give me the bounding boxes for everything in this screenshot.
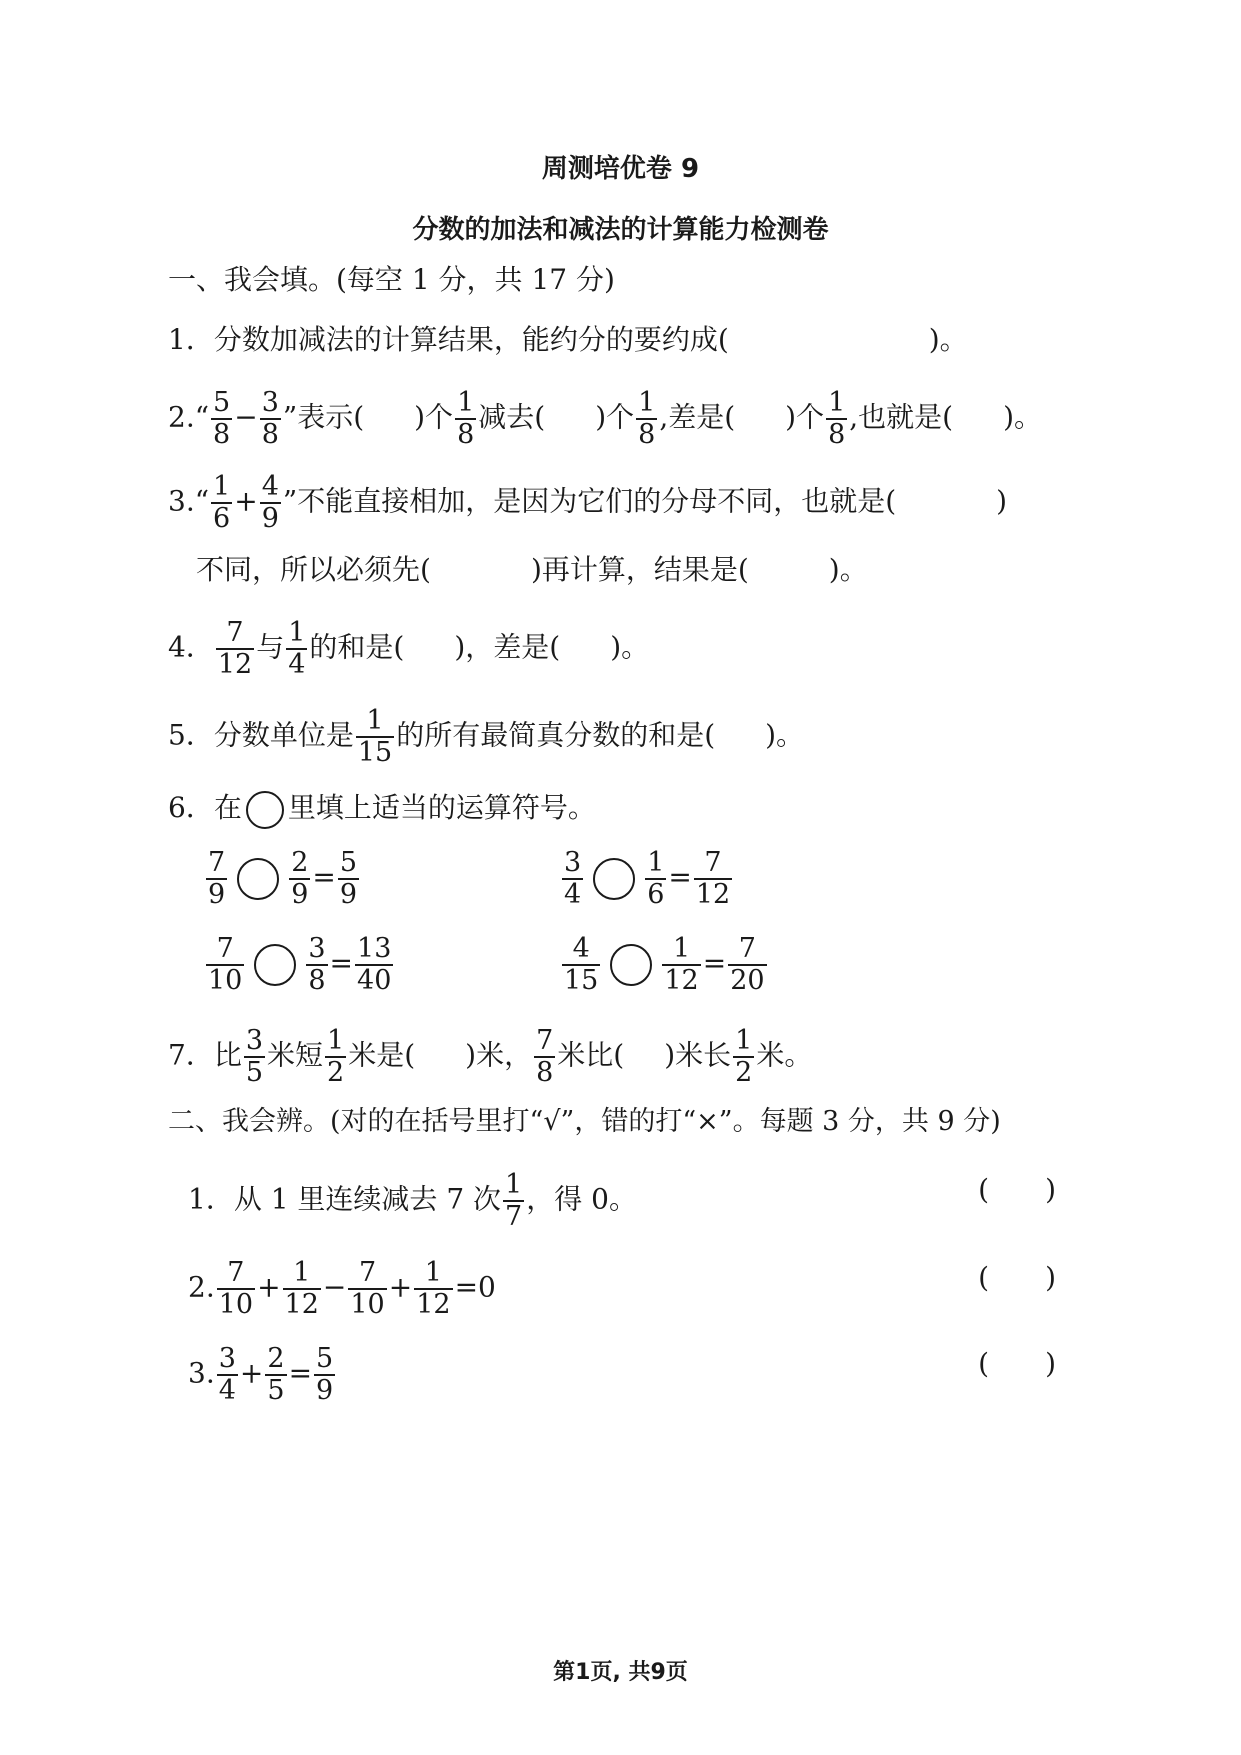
question-3 (168, 472, 1007, 534)
fraction: $\frac{4}{9}$ (261, 471, 279, 534)
q7-text: 米。 (756, 1038, 813, 1072)
plus-sign: + (234, 484, 258, 518)
fraction: $\frac{1}{6}$ (213, 471, 231, 534)
fraction: $\frac{13}{40}$ (357, 933, 392, 996)
question-5 (168, 706, 804, 768)
q1-text: 1．分数加减法的计算结果，能约分的要约成( (168, 323, 729, 356)
fraction: $\frac{7}{10}$ (218, 1257, 254, 1320)
q7-text: 米是( (348, 1038, 416, 1072)
section1-heading: 一、我会填。(每空 1 分，共 17 分) (168, 263, 615, 296)
question-6 (168, 788, 596, 829)
equals-sign: = (312, 860, 336, 894)
q6-equation-1 (204, 848, 361, 910)
q7-text: )米， (465, 1038, 533, 1072)
fraction: $\frac{5}{9}$ (339, 847, 358, 910)
fraction: $\frac{3}{4}$ (564, 847, 582, 910)
equals-sign: = (702, 946, 727, 980)
question-3-line2 (196, 550, 868, 590)
q2-text: ”表示( (282, 400, 365, 434)
fraction: $\frac{5}{8}$ (213, 387, 231, 450)
fraction: $\frac{3}{4}$ (218, 1343, 236, 1406)
question-2 (168, 388, 1042, 450)
q4-text: )，差是( (454, 630, 561, 664)
fraction: $\frac{4}{15}$ (564, 933, 599, 996)
q4-text: 的和是( (309, 630, 405, 664)
q6-equation-3 (204, 934, 395, 996)
judge-1 (188, 1170, 1056, 1232)
q6-equation-4 (560, 934, 769, 996)
q6-text: 里填上适当的运算符号。 (287, 791, 596, 824)
fraction: $\frac{3}{8}$ (308, 933, 326, 996)
fraction: $\frac{1}{15}$ (357, 705, 393, 768)
fraction: $\frac{3}{8}$ (261, 387, 279, 450)
plus-sign: + (239, 1356, 264, 1390)
j3-prefix: 3. (188, 1356, 215, 1390)
fraction: $\frac{7}{10}$ (350, 1257, 385, 1320)
fraction: $\frac{1}{2}$ (735, 1025, 753, 1088)
j2-prefix: 2. (188, 1270, 215, 1304)
fraction: $\frac{7}{10}$ (208, 933, 243, 996)
fraction: $\frac{1}{8}$ (457, 387, 475, 450)
fraction: $\frac{1}{12}$ (664, 933, 699, 996)
fraction: $\frac{7}{8}$ (536, 1025, 554, 1088)
equals-sign: = (329, 946, 354, 980)
fraction: $\frac{1}{2}$ (327, 1025, 345, 1088)
q3-text: )再计算，结果是( (530, 553, 749, 586)
page-subtitle: 分数的加法和减法的计算能力检测卷 (412, 215, 829, 245)
plus-sign: + (257, 1270, 281, 1304)
equals-sign: = (288, 1356, 313, 1390)
question-7 (168, 1026, 812, 1088)
j1-text: 1．从 1 里连续减去 7 次 (188, 1182, 502, 1216)
operator-blank-input[interactable] (237, 858, 279, 900)
q6-equation-2 (560, 848, 734, 910)
q7-text: 米短 (267, 1038, 324, 1072)
fraction: $\frac{7}{9}$ (208, 847, 226, 910)
j2-tail: =0 (454, 1270, 496, 1304)
minus-sign: − (322, 1270, 347, 1304)
fraction: $\frac{7}{12}$ (695, 847, 731, 910)
operator-blank-input[interactable] (593, 858, 635, 900)
fraction: $\frac{7}{12}$ (217, 617, 253, 680)
q5-text: )。 (765, 718, 805, 752)
question-1 (168, 320, 968, 360)
fraction: $\frac{1}{12}$ (416, 1257, 451, 1320)
circle-blank-icon (246, 791, 284, 829)
plus-sign: + (388, 1270, 413, 1304)
q3-prefix: 3.“ (168, 484, 210, 518)
q6-prefix: 6．在 (168, 791, 242, 824)
q2-prefix: 2.“ (168, 400, 210, 434)
judge-3 (188, 1344, 1056, 1406)
fraction: $\frac{1}{7}$ (505, 1169, 523, 1232)
q1-tail: )。 (928, 323, 968, 356)
j1-text: ，得 0。 (526, 1182, 637, 1216)
question-4 (168, 618, 649, 680)
operator-blank-input[interactable] (254, 944, 296, 986)
judge-2 (188, 1258, 1056, 1320)
page-title: 周测培优卷 9 (541, 154, 700, 184)
fraction: $\frac{1}{4}$ (288, 617, 306, 680)
page-footer: 第1页, 共9页 (553, 1660, 688, 1685)
fraction: $\frac{7}{20}$ (730, 933, 765, 996)
q4-text: 与 (256, 630, 285, 664)
fraction: $\frac{5}{9}$ (316, 1343, 334, 1406)
answer-bracket[interactable]: ( ) (978, 1173, 1056, 1206)
answer-bracket[interactable]: ( ) (978, 1261, 1056, 1294)
q3-text: )。 (828, 553, 868, 586)
q2-text: )个 (414, 400, 454, 434)
q7-text: )米长 (664, 1038, 732, 1072)
q7-text: 米比( (557, 1038, 625, 1072)
fraction: $\frac{2}{9}$ (291, 847, 309, 910)
q4-text: )。 (610, 630, 650, 664)
equals-sign: = (668, 860, 692, 894)
fraction: $\frac{1}{8}$ (638, 387, 656, 450)
section2-heading: 二、我会辨。(对的在括号里打“√”，错的打“×”。每题 3 分，共 9 分) (168, 1106, 1001, 1137)
q2-text: ,差是( (659, 400, 736, 434)
fraction: $\frac{2}{5}$ (267, 1343, 285, 1406)
q2-text: 减去( (478, 400, 546, 434)
minus-sign: − (234, 400, 258, 434)
q2-text: )个 (785, 400, 825, 434)
q5-prefix: 5．分数单位是 (168, 718, 354, 752)
q3-text: ”不能直接相加，是因为它们的分母不同，也就是( (282, 484, 897, 518)
fraction: $\frac{1}{12}$ (284, 1257, 319, 1320)
fraction: $\frac{1}{8}$ (828, 387, 846, 450)
q2-text: )。 (1003, 400, 1043, 434)
answer-bracket[interactable]: ( ) (978, 1347, 1056, 1380)
fraction: $\frac{3}{5}$ (245, 1025, 264, 1088)
q5-text: 的所有最简真分数的和是( (396, 718, 716, 752)
q7-prefix: 7．比 (168, 1038, 242, 1072)
q3-text: ) (996, 484, 1008, 518)
q3-text: 不同，所以必须先( (196, 553, 431, 586)
q2-text: ,也就是( (849, 400, 954, 434)
q2-text: )个 (595, 400, 635, 434)
q4-prefix: 4． (168, 630, 214, 664)
fraction: $\frac{1}{6}$ (647, 847, 665, 910)
operator-blank-input[interactable] (610, 944, 652, 986)
